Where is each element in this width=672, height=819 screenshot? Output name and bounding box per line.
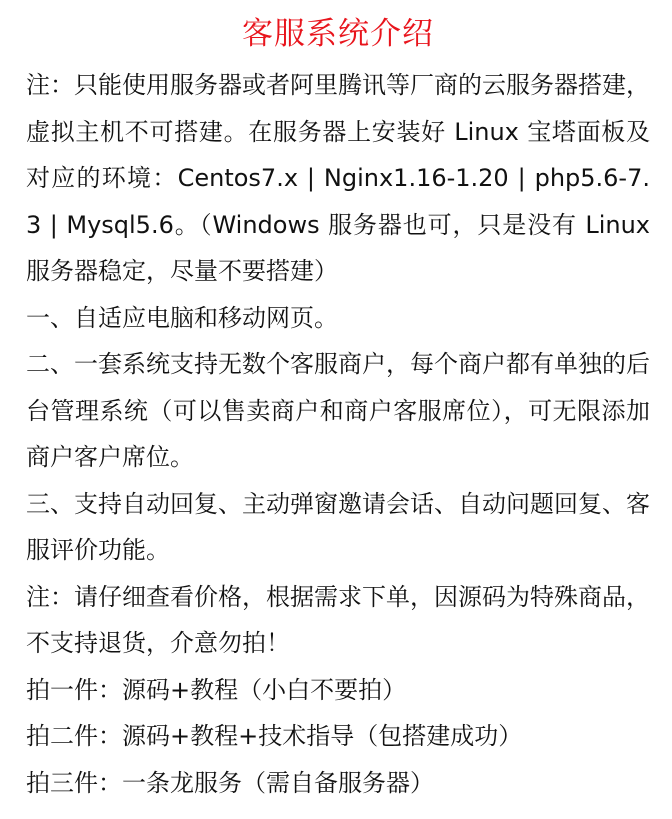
feature-3-paragraph: 三、支持自动回复、主动弹窗邀请会话、自动问题回复、客服评价功能。 xyxy=(26,489,650,564)
option-2-paragraph: 拍二件：源码+教程+技术指导（包搭建成功） xyxy=(26,722,523,750)
feature-2-paragraph: 二、一套系统支持无数个客服商户，每个商户都有单独的后台管理系统（可以售卖商户和商户客服席位），可无限添加商户客户席位。 xyxy=(26,350,650,471)
note-environment-paragraph: 注：只能使用服务器或者阿里腾讯等厂商的云服务器搭建，虚拟主机不可搭建。在服务器上安装好 Linux 宝塔面板及对应的环境：Centos7.x | Nginx1.16-1.20 | php5.6-7.3 | Mysql5.6。（Windows 服务器也可，只是没有 Linux 服务器稳定，尽量不要搭建） xyxy=(26,71,650,285)
purchase-note-paragraph: 注：请仔细查看价格，根据需求下单，因源码为特殊商品，不支持退货，介意勿拍！ xyxy=(26,582,650,657)
page-title: 客服系统介绍 xyxy=(242,16,434,52)
option-1-paragraph: 拍一件：源码+教程（小白不要拍） xyxy=(26,675,407,704)
option-3-paragraph: 拍三件：一条龙服务（需自备服务器） xyxy=(26,768,434,797)
feature-1-paragraph: 一、自适应电脑和移动网页。 xyxy=(26,303,338,332)
